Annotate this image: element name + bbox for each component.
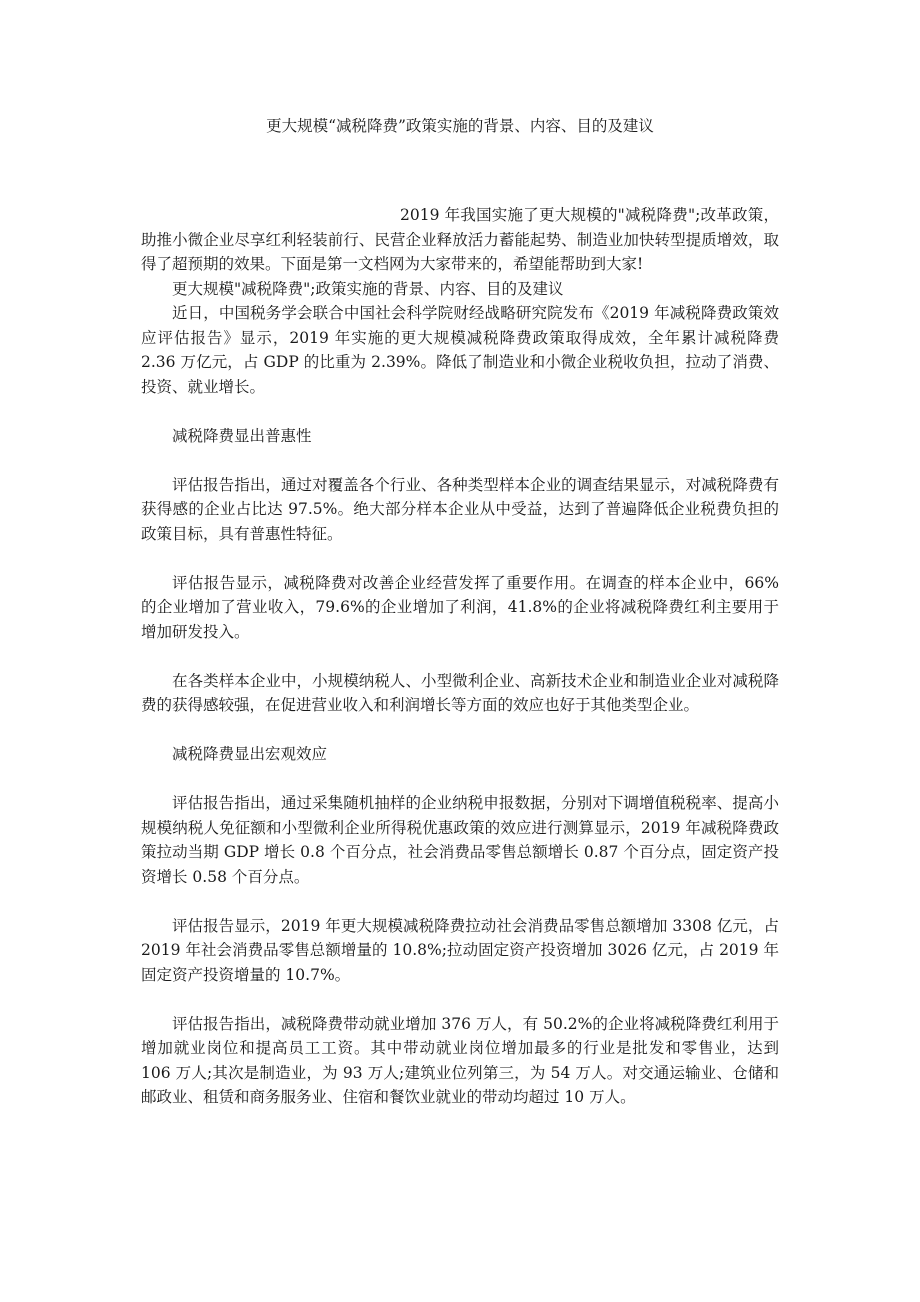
subtitle-line: 更大规模"减税降费";政策实施的背景、内容、目的及建议 xyxy=(172,279,564,298)
paragraph-employment: 评估报告指出，减税降费带动就业增加 376 万人，有 50.2%的企业将减税降费红利用于增加就业岗位和提高员工工资。其中带动就业岗位增加最多的行业是批发和零售业，达到 106 万人;其次是制造业，为 93 万人;建筑业位列第三，为 54 万人。对交通运输业、仓储和邮政业、租赁和商务服务业、住宿和餐饮业就业的带动均超过 10 万人。 xyxy=(141,1014,779,1106)
section-heading-universality: 减税降费显出普惠性 xyxy=(172,426,312,445)
paragraph-consumption-investment: 评估报告显示，2019 年更大规模减税降费拉动社会消费品零售总额增加 3308 亿元，占 2019 年社会消费品零售总额增量的 10.8%;拉动固定资产投资增加 3026 亿元，占 2019 年固定资产投资增量的 10.7%。 xyxy=(141,916,779,984)
section-heading-macro-effect: 减税降费显出宏观效应 xyxy=(172,745,328,763)
paragraph-business-operations: 评估报告显示，减税降费对改善企业经营发挥了重要作用。在调查的样本企业中，66%的企业增加了营业收入，79.6%的企业增加了利润，41.8%的企业将减税降费红利主要用于增加研发投入。 xyxy=(141,573,779,641)
paragraph-enterprise-types: 在各类样本企业中，小规模纳税人、小型微利企业、高新技术企业和制造业企业对减税降费的获得感较强，在促进营业收入和利润增长等方面的效应也好于其他类型企业。 xyxy=(141,671,779,714)
document-title: 更大规模“减税降费”政策实施的背景、内容、目的及建议 xyxy=(266,117,654,135)
intro-paragraph: 2019 年我国实施了更大规模的"减税降费";改革政策，助推小微企业尽享红利轻装前行、民营企业释放活力蓄能起势、制造业加快转型提质增效，取得了超预期的效果。下面是第一文档网为大家带来的，希望能帮助到大家! xyxy=(141,206,779,273)
paragraph-universality: 评估报告指出，通过对覆盖各个行业、各种类型样本企业的调查结果显示，对减税降费有获得感的企业占比达 97.5%。绝大部分样本企业从中受益，达到了普遍降低企业税费负担的政策目标，具有普惠性特征。 xyxy=(141,475,779,543)
paragraph-gdp-effect: 评估报告指出，通过采集随机抽样的企业纳税申报数据，分别对下调增值税税率、提高小规模纳税人免征额和小型微利企业所得税优惠政策的效应进行测算显示，2019 年减税降费政策拉动当期 GDP 增长 0.8 个百分点，社会消费品零售总额增长 0.87 个百分点，固定资产投资增长 0.58 个百分点。 xyxy=(141,794,779,886)
paragraph-summary: 近日，中国税务学会联合中国社会科学院财经战略研究院发布《2019 年减税降费政策效应评估报告》显示，2019 年实施的更大规模减税降费政策取得成效，全年累计减税降费 2.36 万亿元，占 GDP 的比重为 2.39%。降低了制造业和小微企业税收负担，拉动了消费、投资、就业增长。 xyxy=(141,304,779,396)
document-body xyxy=(141,203,779,1110)
